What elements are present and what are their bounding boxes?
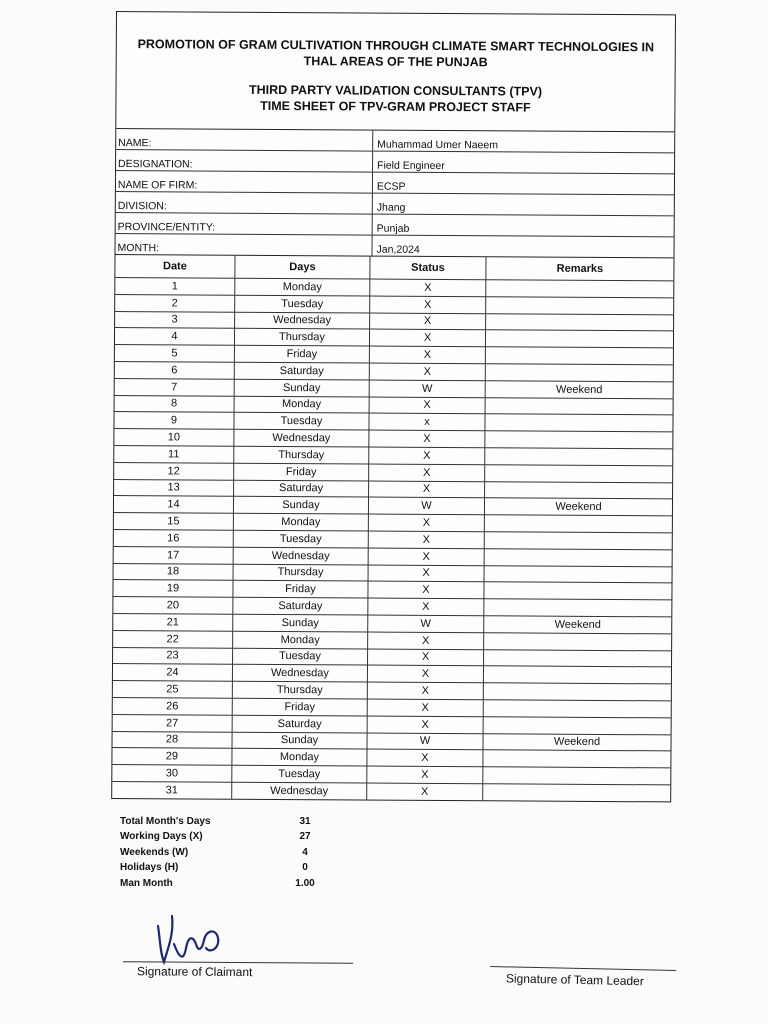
cell-remarks — [484, 549, 672, 567]
cell-remarks — [485, 364, 673, 382]
cell-day: Monday — [232, 749, 367, 767]
summary-value: 27 — [299, 831, 311, 843]
info-value: Jhang — [372, 193, 674, 216]
cell-date: 4 — [115, 328, 235, 346]
cell-status: W — [368, 497, 484, 515]
cell-date: 2 — [115, 294, 235, 312]
cell-day: Saturday — [232, 715, 367, 733]
cell-date: 16 — [114, 529, 234, 547]
cell-day: Wednesday — [232, 665, 367, 683]
claimant-signature-mark — [150, 908, 250, 968]
cell-date: 11 — [114, 445, 234, 463]
cell-day: Thursday — [234, 446, 369, 464]
cell-remarks — [483, 784, 671, 801]
cell-remarks: Weekend — [484, 616, 672, 634]
cell-status: X — [367, 783, 483, 800]
cell-day: Friday — [233, 581, 368, 599]
info-value: Jan,2024 — [372, 235, 674, 258]
cell-day: Saturday — [234, 480, 369, 498]
cell-date: 25 — [113, 681, 233, 699]
cell-status: X — [367, 749, 483, 767]
cell-date: 26 — [113, 697, 233, 715]
timesheet-form — [111, 11, 676, 802]
summary-label: Holidays (H) — [120, 862, 179, 874]
cell-status: X — [369, 363, 485, 381]
cell-day: Wednesday — [233, 547, 368, 565]
cell-status: X — [370, 279, 486, 297]
cell-date: 3 — [115, 311, 235, 329]
cell-day: Monday — [234, 396, 369, 414]
cell-date: 20 — [113, 597, 233, 615]
info-label: DESIGNATION: — [116, 150, 373, 173]
cell-remarks: Weekend — [484, 498, 672, 516]
cell-date: 10 — [114, 429, 234, 447]
cell-status: X — [367, 665, 483, 683]
cell-remarks — [484, 649, 672, 667]
cell-day: Friday — [232, 698, 367, 716]
cell-day: Tuesday — [232, 765, 367, 783]
cell-status: X — [367, 766, 483, 784]
summary-value: 31 — [299, 816, 311, 827]
cell-day: Friday — [234, 463, 369, 481]
cell-date: 1 — [115, 278, 235, 296]
cell-status: X — [368, 598, 484, 616]
summary-block — [120, 814, 340, 891]
title-line-1: PROMOTION OF GRAM CULTIVATION THROUGH CLIMATE SMART TECHNOLOGIES IN — [137, 37, 655, 55]
cell-remarks — [483, 683, 671, 701]
cell-remarks — [483, 716, 671, 734]
info-row — [116, 234, 674, 258]
subtitle-line-1: THIRD PARTY VALIDATION CONSULTANTS (TPV) — [248, 82, 543, 99]
info-value: Muhammad Umer Naeem — [373, 131, 675, 153]
cell-status: W — [369, 380, 485, 398]
cell-remarks — [485, 465, 673, 483]
summary-row — [120, 845, 340, 860]
info-label: PROVINCE/ENTITY: — [116, 213, 373, 236]
cell-remarks: Weekend — [485, 381, 673, 399]
cell-date: 15 — [114, 513, 234, 531]
info-value: Punjab — [372, 214, 674, 237]
col-header-remarks: Remarks — [486, 257, 674, 281]
title-line-2: THAL AREAS OF THE PUNJAB — [303, 54, 488, 70]
summary-row — [120, 860, 340, 875]
cell-day: Thursday — [234, 329, 369, 347]
cell-date: 21 — [113, 613, 233, 631]
cell-status: X — [369, 346, 485, 364]
summary-label: Total Month's Days — [120, 816, 211, 827]
cell-date: 22 — [113, 630, 233, 648]
cell-status: X — [368, 632, 484, 650]
cell-remarks: Weekend — [483, 733, 671, 751]
summary-label: Man Month — [120, 877, 173, 889]
cell-status: W — [367, 733, 483, 751]
cell-date: 19 — [113, 580, 233, 598]
cell-day: Thursday — [232, 681, 367, 699]
info-value: Field Engineer — [373, 151, 675, 174]
cell-remarks — [484, 582, 672, 600]
cell-remarks — [484, 515, 672, 533]
cell-remarks — [484, 632, 672, 650]
cell-status: x — [369, 413, 485, 431]
col-header-days: Days — [235, 256, 370, 279]
cell-status: W — [368, 615, 484, 633]
cell-date: 7 — [115, 378, 235, 396]
col-header-status: Status — [370, 257, 486, 280]
cell-date: 29 — [112, 748, 232, 766]
cell-remarks — [484, 565, 672, 583]
cell-remarks — [485, 347, 673, 365]
cell-date: 13 — [114, 479, 234, 497]
claimant-signature-label: Signature of Claimant — [136, 964, 253, 980]
subtitle-line-2: TIME SHEET OF TPV-GRAM PROJECT STAFF — [260, 98, 531, 115]
cell-status: X — [369, 481, 485, 499]
cell-remarks — [485, 397, 673, 415]
info-row — [116, 213, 674, 237]
cell-status: X — [370, 296, 486, 314]
cell-day: Saturday — [234, 362, 369, 380]
table-row — [112, 781, 670, 801]
title-block — [116, 12, 675, 132]
cell-day: Tuesday — [233, 530, 368, 548]
cell-day: Tuesday — [235, 295, 370, 313]
cell-status: X — [369, 447, 485, 465]
cell-status: X — [368, 514, 484, 532]
cell-day: Thursday — [233, 564, 368, 582]
info-value: ECSP — [372, 172, 674, 195]
cell-remarks — [485, 481, 673, 499]
info-label: NAME OF FIRM: — [116, 171, 373, 194]
cell-date: 18 — [114, 563, 234, 581]
cell-status: X — [369, 329, 485, 347]
cell-date: 14 — [114, 496, 234, 514]
cell-day: Sunday — [233, 614, 368, 632]
summary-value: 1.00 — [295, 877, 315, 889]
cell-day: Tuesday — [234, 413, 369, 431]
cell-day: Monday — [235, 278, 370, 296]
cell-remarks — [483, 700, 671, 718]
cell-status: X — [368, 548, 484, 566]
cell-status: X — [370, 313, 486, 331]
info-label: DIVISION: — [116, 192, 373, 215]
team-leader-signature-label: Signature of Team Leader — [505, 971, 644, 989]
team-leader-signature-area — [490, 966, 676, 989]
cell-day: Sunday — [233, 497, 368, 515]
col-header-date: Date — [115, 255, 235, 278]
cell-status: X — [367, 716, 483, 734]
cell-day: Wednesday — [232, 782, 367, 799]
cell-remarks — [485, 448, 673, 466]
summary-row — [120, 814, 340, 829]
summary-value: 4 — [302, 846, 308, 858]
cell-date: 6 — [115, 361, 235, 379]
cell-status: X — [367, 682, 483, 700]
cell-remarks — [486, 313, 674, 331]
cell-day: Monday — [233, 513, 368, 531]
cell-status: X — [369, 464, 485, 482]
attendance-table — [112, 255, 673, 801]
cell-day: Wednesday — [234, 429, 369, 447]
cell-status: X — [368, 531, 484, 549]
cell-date: 30 — [112, 765, 232, 783]
cell-day: Monday — [233, 631, 368, 649]
cell-day: Saturday — [233, 597, 368, 615]
summary-value: 0 — [302, 862, 308, 874]
staff-info-table — [116, 129, 675, 258]
summary-label: Working Days (X) — [120, 831, 203, 843]
cell-remarks — [485, 330, 673, 348]
cell-day: Sunday — [232, 732, 367, 750]
summary-label: Weekends (W) — [120, 846, 189, 858]
cell-date: 12 — [114, 462, 234, 480]
cell-date: 17 — [114, 546, 234, 564]
cell-date: 31 — [112, 781, 232, 798]
cell-status: X — [368, 565, 484, 583]
summary-row — [120, 829, 340, 844]
cell-status: X — [369, 397, 485, 415]
cell-date: 27 — [113, 714, 233, 732]
cell-status: X — [368, 581, 484, 599]
cell-day: Wednesday — [235, 312, 370, 330]
cell-status: X — [369, 430, 485, 448]
claimant-signature-area — [123, 961, 353, 980]
cell-day: Tuesday — [233, 648, 368, 666]
cell-remarks — [483, 767, 671, 785]
cell-date: 28 — [112, 731, 232, 749]
cell-remarks — [483, 750, 671, 768]
cell-remarks — [486, 297, 674, 315]
cell-remarks — [484, 532, 672, 550]
cell-date: 5 — [115, 345, 235, 363]
cell-remarks — [483, 666, 671, 684]
cell-remarks — [485, 414, 673, 432]
cell-remarks — [486, 280, 674, 298]
info-label: MONTH: — [116, 234, 373, 257]
info-label: NAME: — [116, 129, 373, 151]
cell-status: X — [367, 699, 483, 717]
summary-row — [120, 876, 340, 891]
cell-date: 8 — [115, 395, 235, 413]
cell-status: X — [368, 649, 484, 667]
cell-date: 9 — [114, 412, 234, 430]
cell-remarks — [485, 431, 673, 449]
cell-day: Sunday — [234, 379, 369, 397]
cell-remarks — [484, 599, 672, 617]
cell-day: Friday — [234, 345, 369, 363]
cell-date: 23 — [113, 647, 233, 665]
cell-date: 24 — [113, 664, 233, 682]
